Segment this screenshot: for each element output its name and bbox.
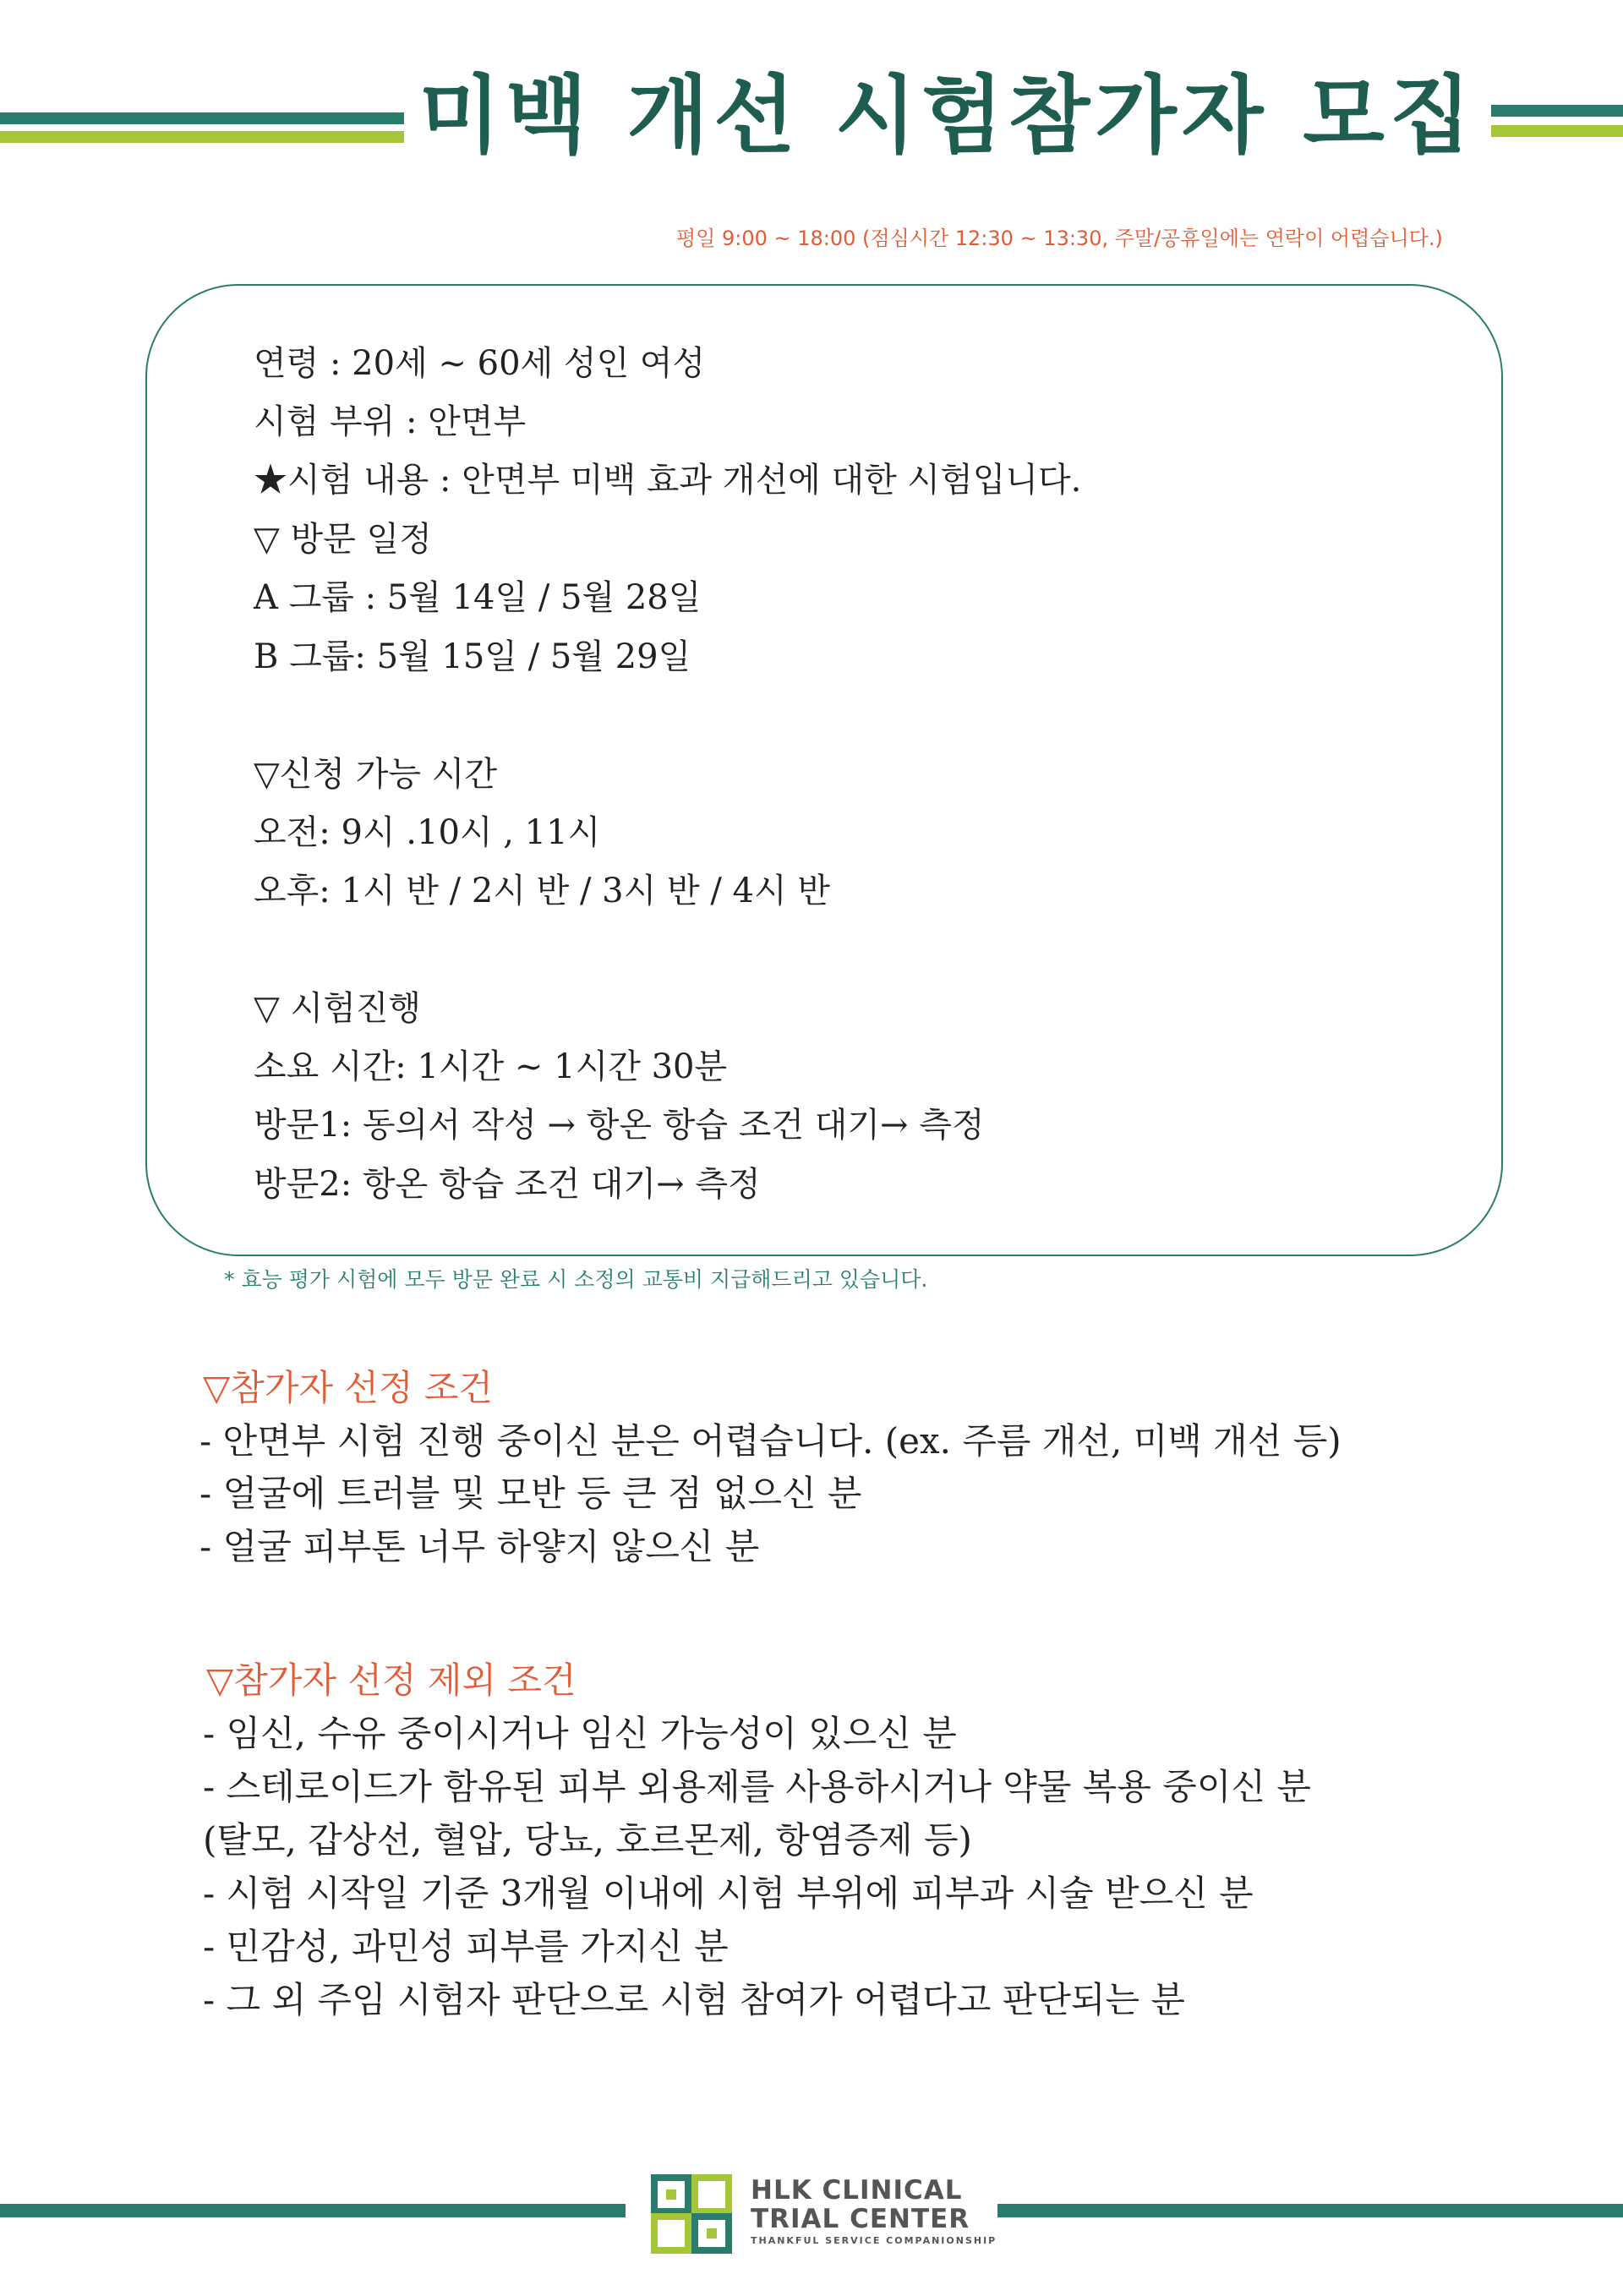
info-available-time-heading: ▽신청 가능 시간 xyxy=(254,755,498,794)
exclusion-item: - 민감성, 과민성 피부를 가지신 분 xyxy=(203,1926,729,1967)
logo-tagline: THANKFUL SERVICE COMPANIONSHIP xyxy=(751,2235,997,2246)
logo-name-line1: HLK CLINICAL xyxy=(751,2175,963,2206)
selection-criteria-title: ▽참가자 선정 조건 xyxy=(203,1367,494,1408)
exclusion-item: - 그 외 주임 시험자 판단으로 시험 참여가 어렵다고 판단되는 분 xyxy=(203,1979,1185,2020)
hlk-logo-icon xyxy=(651,2174,732,2254)
footer-bar-left xyxy=(0,2204,626,2217)
header-bar-teal-right xyxy=(1491,105,1623,117)
exclusion-item: (탈모, 갑상선, 혈압, 당뇨, 호르몬제, 항염증제 등) xyxy=(203,1819,972,1861)
info-group-a: A 그룹 : 5월 14일 / 5월 28일 xyxy=(254,578,702,617)
exclusion-criteria-title: ▽참가자 선정 제외 조건 xyxy=(206,1659,577,1701)
info-afternoon-times: 오후: 1시 반 / 2시 반 / 3시 반 / 4시 반 xyxy=(254,872,830,910)
header-bar-teal-left xyxy=(0,112,404,124)
selection-item: - 안면부 시험 진행 중이신 분은 어렵습니다. (ex. 주름 개선, 미백 개선 등) xyxy=(199,1420,1342,1462)
info-visit-schedule-heading: ▽ 방문 일정 xyxy=(254,520,432,559)
info-visit2: 방문2: 항온 항습 조건 대기→ 측정 xyxy=(254,1165,761,1204)
exclusion-item: - 스테로이드가 함유된 피부 외용제를 사용하시거나 약물 복용 중이신 분 xyxy=(203,1766,1311,1807)
exclusion-item: - 시험 시작일 기준 3개월 이내에 시험 부위에 피부과 시술 받으신 분 xyxy=(203,1872,1254,1914)
info-morning-times: 오전: 9시 .10시 , 11시 xyxy=(254,813,601,852)
info-age: 연령 : 20세 ~ 60세 성인 여성 xyxy=(254,344,706,383)
info-visit1: 방문1: 동의서 작성 → 항온 항습 조건 대기→ 측정 xyxy=(254,1106,985,1145)
info-group-b: B 그룹: 5월 15일 / 5월 29일 xyxy=(254,637,691,676)
header-bar-lime-left xyxy=(0,131,404,143)
info-procedure-heading: ▽ 시험진행 xyxy=(254,989,422,1028)
selection-item: - 얼굴에 트러블 및 모반 등 큰 점 없으신 분 xyxy=(199,1473,862,1514)
exclusion-item: - 임신, 수유 중이시거나 임신 가능성이 있으신 분 xyxy=(203,1713,957,1754)
footer-bar-right xyxy=(997,2204,1623,2217)
info-duration: 소요 시간: 1시간 ~ 1시간 30분 xyxy=(254,1047,728,1086)
header-bar-lime-right xyxy=(1491,125,1623,137)
logo-name-line2: TRIAL CENTER xyxy=(751,2204,970,2234)
info-test-area: 시험 부위 : 안면부 xyxy=(254,402,527,441)
page-title: 미백 개선 시험참가자 모집 xyxy=(418,66,1477,165)
selection-item: - 얼굴 피부톤 너무 하얗지 않으신 분 xyxy=(199,1526,760,1567)
transport-note: * 효능 평가 시험에 모두 방문 완료 시 소정의 교통비 지급해드리고 있습니다. xyxy=(224,1267,928,1292)
contact-hours: 평일 9:00 ~ 18:00 (점심시간 12:30 ~ 13:30, 주말/공휴일에는 연락이 어렵습니다.) xyxy=(676,227,1443,250)
hlk-logo-text xyxy=(751,2176,997,2249)
info-test-content: ★시험 내용 : 안면부 미백 효과 개선에 대한 시험입니다. xyxy=(254,461,1082,500)
